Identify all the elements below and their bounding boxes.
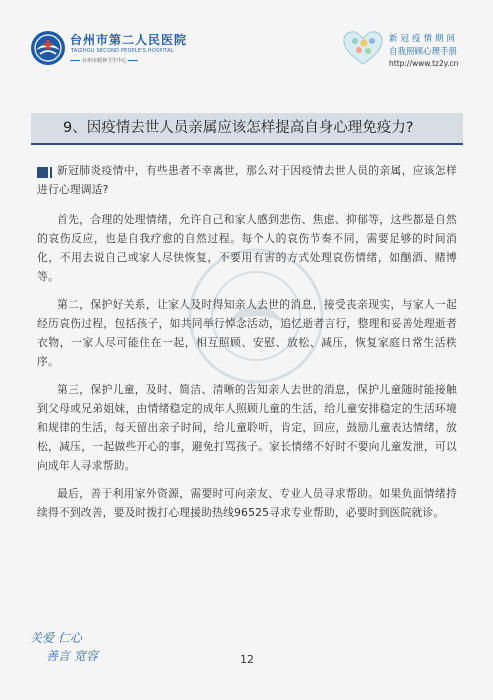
hospital-subtitle: 台州市精神卫生中心 bbox=[82, 58, 128, 64]
hospital-name: 台州市第二人民医院 bbox=[70, 33, 188, 47]
hospital-logo-icon bbox=[30, 30, 66, 66]
hospital-name-english: TAIZHOU SECOND PEOPLE'S HOSPITAL bbox=[71, 48, 174, 54]
section-title: 9、因疫情去世人员亲属应该怎样提高自身心理免疫力? bbox=[63, 120, 414, 136]
website-url[interactable]: http://www.tz2y.cn bbox=[389, 59, 459, 68]
intro-paragraph: 新冠肺炎疫情中，有些患者不幸离世，那么对于因疫情去世人员的亲属，应该怎样进行心理调适? bbox=[37, 164, 457, 196]
slogan-line-1: 关爱 仁心 bbox=[30, 631, 82, 645]
page-number: 12 bbox=[240, 653, 254, 666]
slogan-line-2: 善言 宽容 bbox=[46, 649, 98, 663]
footer-slogan bbox=[30, 629, 125, 669]
paragraph-third: 第三，保护儿童，及时、简洁、清晰的告知亲人去世的消息，保护儿童随时能接触到父母或兄弟姐妹，由情绪稳定的成年人照顾儿童的生活，给儿童安排稳定的生活环境和规律的生活，每天留出亲子时间，给儿童聆听，肯定，回应，鼓励儿童表达情绪，放松，减压，一起做些开心的事，避免打骂孩子。家长情绪不好时不要向儿童发泄，可以向成年人寻求帮助。 bbox=[37, 383, 457, 472]
paragraph-last: 最后，善于利用家外资源，需要时可向亲友、专业人员寻求帮助。如果负面情绪持续得不到改善，要及时拨打心理援助热线96525寻求专业帮助，必要时到医院就诊。 bbox=[37, 487, 457, 519]
paragraph-first: 首先，合理的处理情绪，允许自己和家人感到悲伤、焦虑、抑郁等，这些都是自然的哀伤反应，也是自我疗愈的自然过程。每个人的哀伤节奏不同，需要足够的时间消化，不用去说自己或家人尽快恢复，不要用有害的方式处理哀伤情绪，如酗酒、赌博等。 bbox=[37, 213, 457, 283]
divider bbox=[70, 60, 80, 61]
handbook-header bbox=[389, 33, 458, 71]
divider bbox=[128, 60, 138, 61]
heart-icon bbox=[342, 30, 384, 66]
handbook-subtitle: 自我照顾心理手册 bbox=[389, 46, 458, 57]
handbook-title: 新冠疫情期间 bbox=[389, 34, 459, 44]
paragraph-second: 第二，保护好关系，让家人及时得知亲人去世的消息，接受丧亲现实，与家人一起经历哀伤过程，包括孩子，如共同举行悼念活动，追忆逝者言行，整理和妥善处理逝者衣物，一家人尽可能住在一起，相互照顾、安慰、放松、减压，恢复家庭日常生活秩序。 bbox=[37, 298, 457, 368]
